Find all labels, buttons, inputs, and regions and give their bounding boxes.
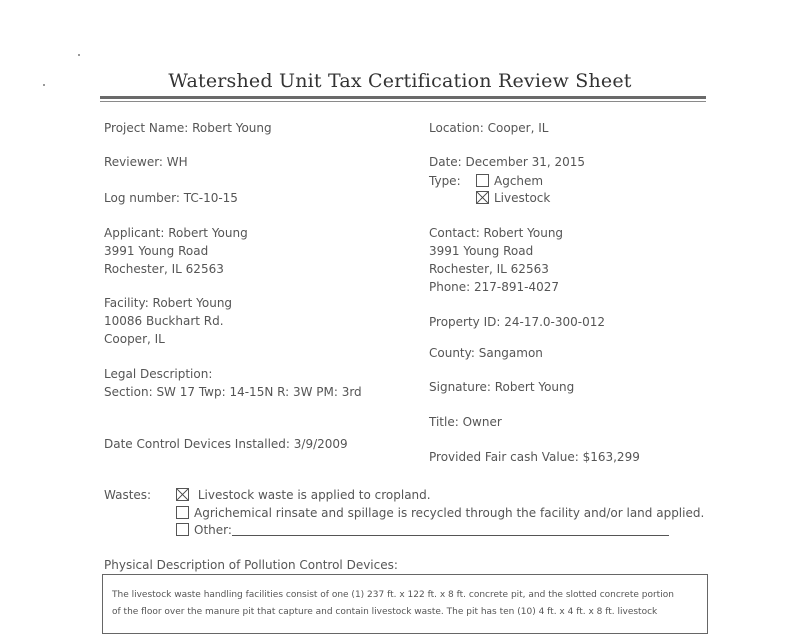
contact-street: 3991 Young Road [429, 244, 534, 258]
waste-option-livestock [176, 486, 431, 504]
property-id-field: Property ID: 24-17.0-300-012 [429, 315, 606, 329]
checkbox-unchecked-icon [476, 174, 489, 187]
facility-street: 10086 Buckhart Rd. [104, 314, 224, 328]
facility-city: Cooper, IL [104, 332, 165, 346]
type-option-label: Agchem [494, 174, 544, 188]
contact-city: Rochester, IL 62563 [429, 262, 549, 276]
checkbox-unchecked-icon [176, 506, 189, 519]
signature-field: Signature: Robert Young [429, 380, 575, 394]
contact-phone: Phone: 217-891-4027 [429, 280, 560, 294]
project-name-field: Project Name: Robert Young [104, 121, 272, 135]
applicant-name: Applicant: Robert Young [104, 226, 248, 240]
checkbox-unchecked-icon [176, 523, 189, 536]
page-title: Watershed Unit Tax Certification Review Sheet [168, 70, 632, 92]
physical-description-line: of the floor over the manure pit that capture and contain livestock waste. The pit has ten (10) 4 ft. x 4 ft. x 8 ft. livestock [112, 607, 658, 617]
waste-option-label: Agrichemical rinsate and spillage is recycled through the facility and/or land applied. [194, 506, 705, 520]
applicant-street: 3991 Young Road [104, 244, 209, 258]
type-label: Type: [429, 174, 461, 188]
legal-description-label: Legal Description: [104, 367, 213, 381]
physical-description-text [112, 587, 702, 621]
wastes-label: Wastes: [104, 488, 152, 502]
other-blank-line [232, 523, 669, 536]
date-installed-field: Date Control Devices Installed: 3/9/2009 [104, 437, 348, 451]
fair-cash-value-field: Provided Fair cash Value: $163,299 [429, 450, 640, 464]
title-rule-thin [100, 101, 706, 102]
location-field: Location: Cooper, IL [429, 121, 549, 135]
scan-speck [78, 54, 80, 56]
date-field: Date: December 31, 2015 [429, 155, 586, 169]
physical-description-line: The livestock waste handling facilities consist of one (1) 237 ft. x 122 ft. x 8 ft. concrete pit, and the slotted concrete portion [112, 590, 674, 600]
waste-option-agrichemical [176, 504, 704, 522]
log-number-field: Log number: TC-10-15 [104, 191, 238, 205]
contact-name: Contact: Robert Young [429, 226, 564, 240]
physical-description-heading: Physical Description of Pollution Control Devices: [104, 558, 398, 572]
title-rule [100, 96, 706, 99]
waste-option-label: Livestock waste is applied to cropland. [197, 488, 431, 502]
county-field: County: Sangamon [429, 346, 543, 360]
type-option-agchem [476, 172, 543, 190]
waste-option-other [176, 521, 669, 539]
legal-description-value: Section: SW 17 Twp: 14-15N R: 3W PM: 3rd [104, 385, 362, 399]
type-option-livestock [476, 189, 550, 207]
facility-name: Facility: Robert Young [104, 296, 233, 310]
reviewer-field: Reviewer: WH [104, 155, 188, 169]
title-field: Title: Owner [429, 415, 502, 429]
applicant-city: Rochester, IL 62563 [104, 262, 224, 276]
type-option-label: Livestock [494, 191, 551, 205]
checkbox-checked-icon [176, 488, 189, 501]
waste-option-label: Other: [194, 523, 232, 537]
checkbox-checked-icon [476, 191, 489, 204]
